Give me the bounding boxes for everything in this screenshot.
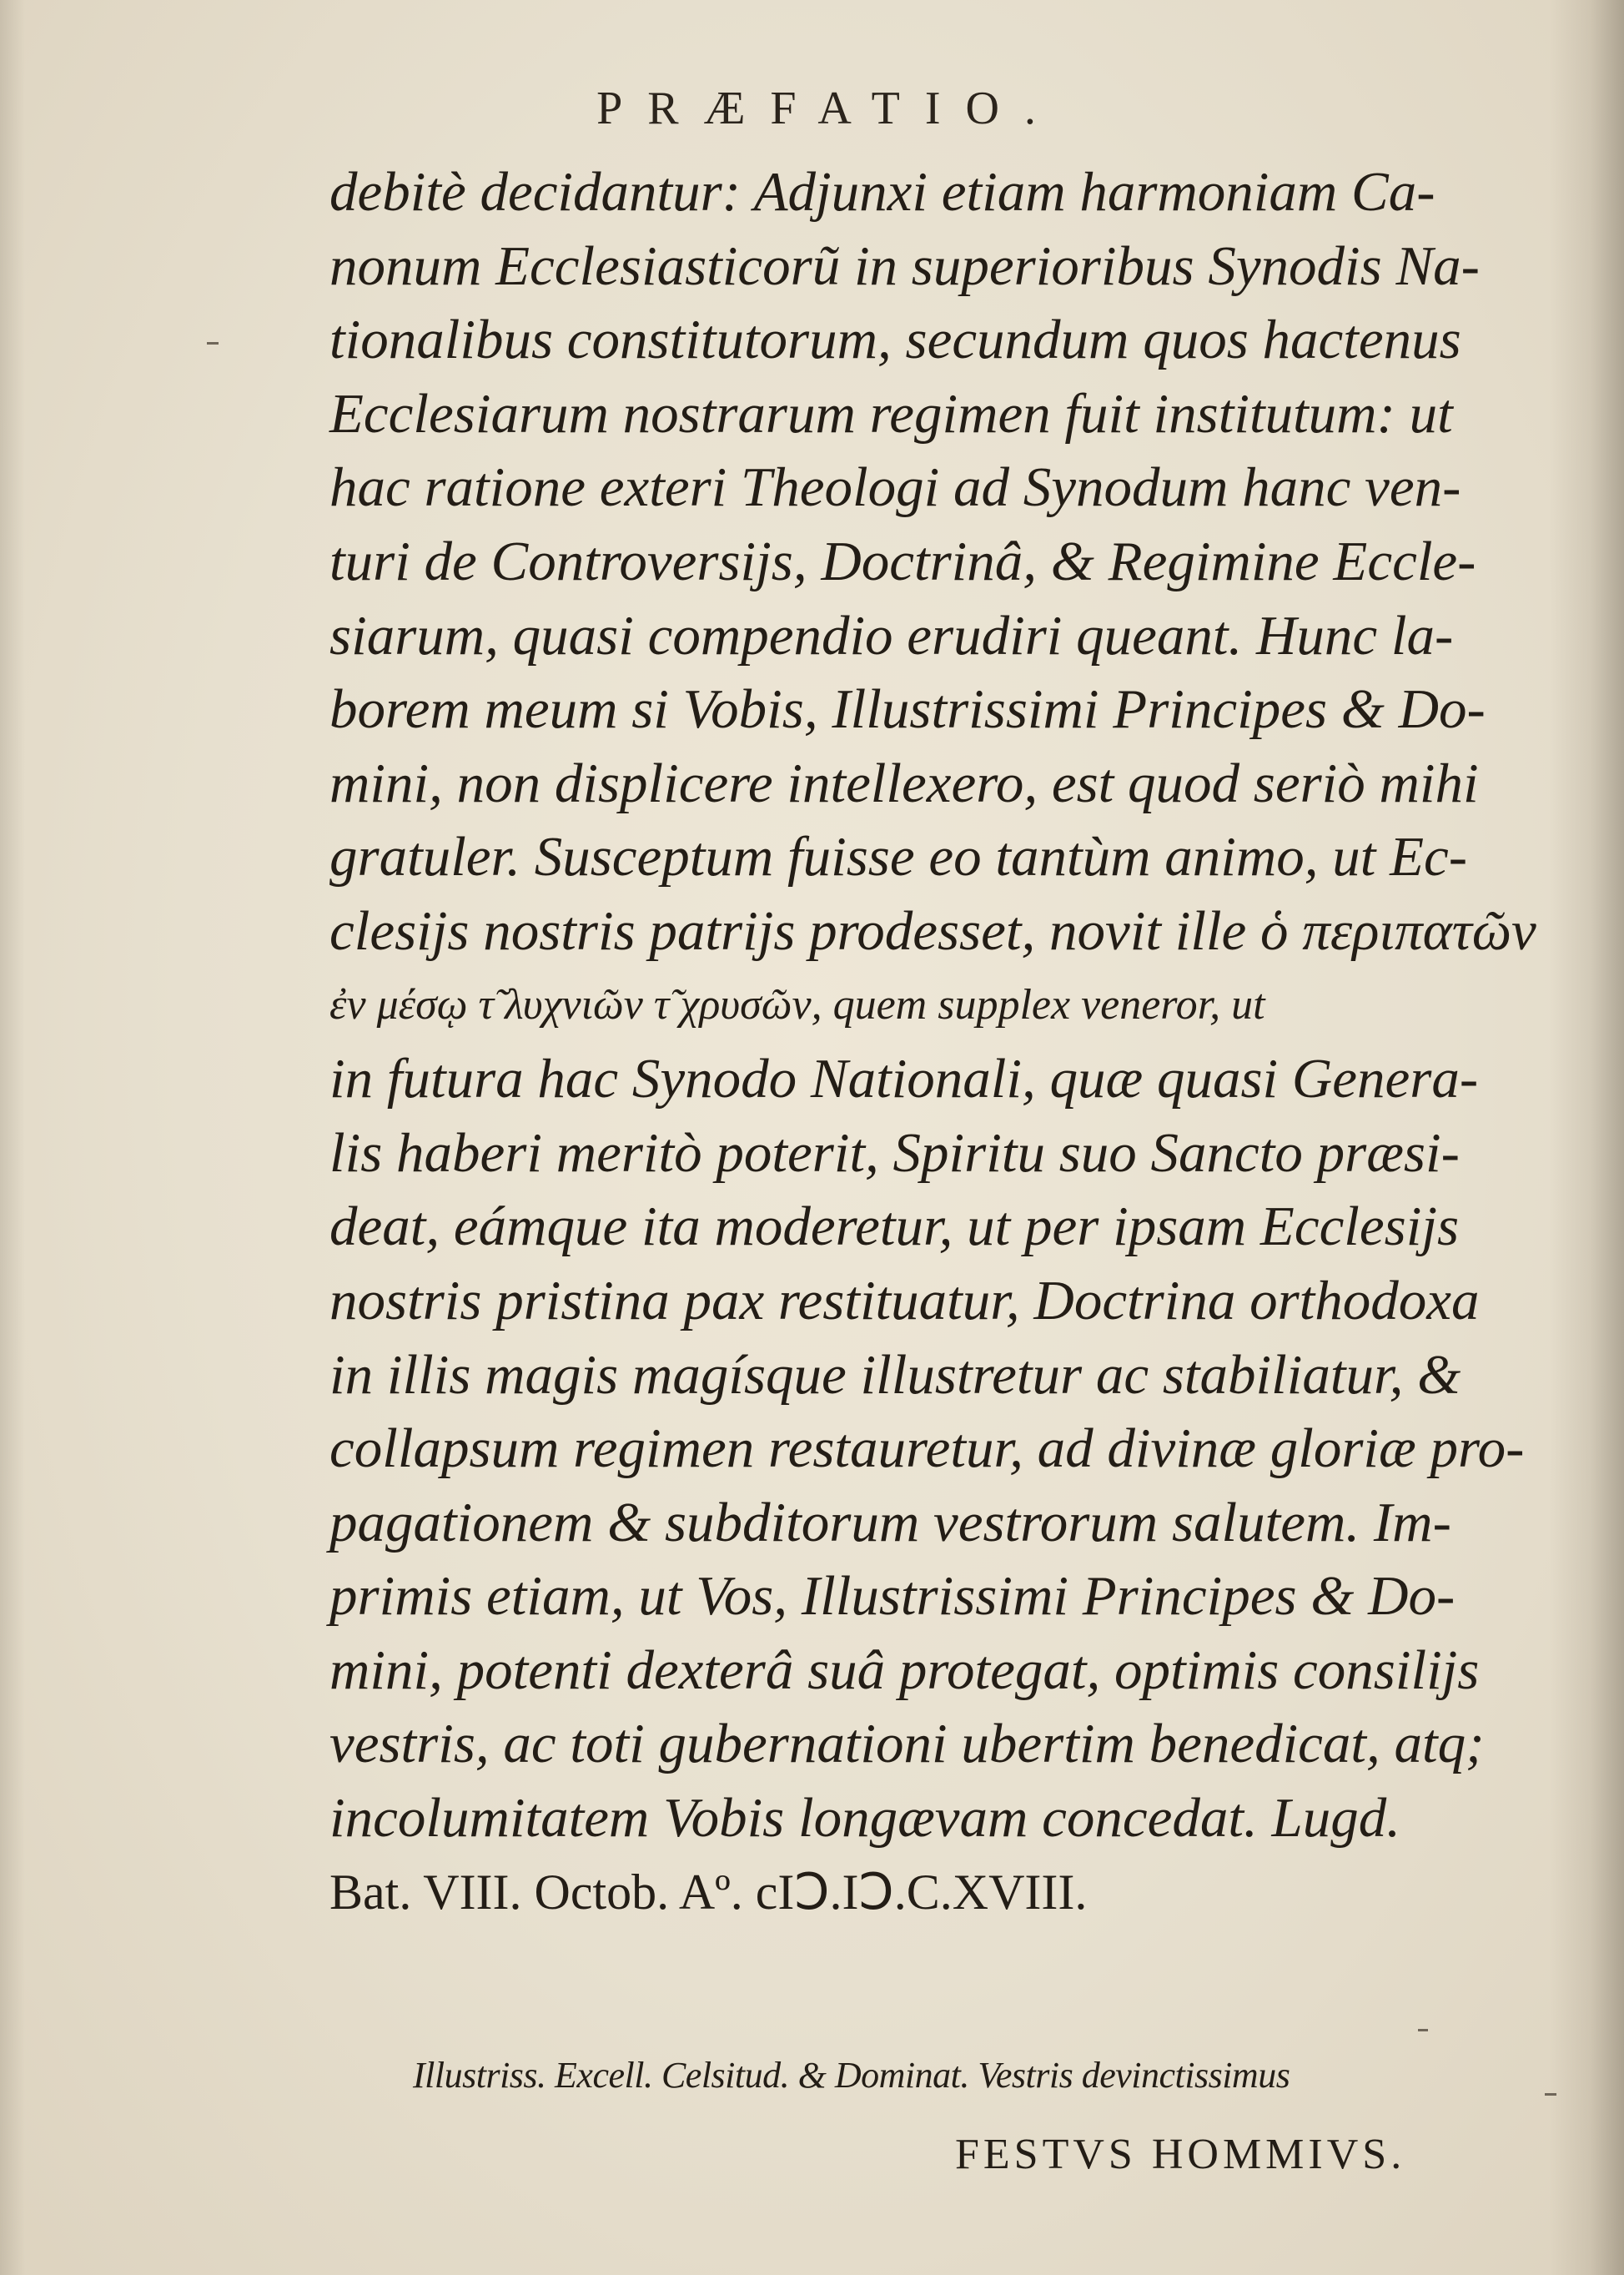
margin-mark — [1545, 2093, 1556, 2096]
page-gutter-shadow — [1549, 0, 1624, 2275]
text-line: in illis magis magísque illustretur ac stabiliatur, & — [329, 1343, 1461, 1406]
text-line: vestris, ac toti gubernationi ubertim benedicat, atq; — [329, 1713, 1485, 1775]
text-line: clesijs nostris patrijs prodesset, novit ille ὁ περιπατῶν — [329, 899, 1536, 962]
text-line: in futura hac Synodo Nationali, quæ quasi Genera- — [329, 1048, 1479, 1110]
text-line: hac ratione exteri Theologi ad Synodum hanc ven- — [329, 456, 1461, 519]
author-name: FESTVS HOMMIVS. — [955, 2131, 1406, 2178]
text-line: collapsum regimen restauretur, ad divinæ gloriæ pro- — [329, 1417, 1525, 1480]
text-line: mini, non displicere intellexero, est quod seriò mihi — [329, 752, 1479, 814]
text-line: deat, eámque ita moderetur, ut per ipsam Ecclesijs — [329, 1195, 1460, 1258]
preface-body-text — [329, 155, 1536, 1929]
text-line: incolumitatem Vobis longævam concedat. Lugd. — [329, 1787, 1401, 1850]
page-edge-shadow-left — [0, 0, 25, 2275]
text-line: tionalibus constitutorum, secundum quos hactenus — [329, 309, 1461, 371]
dedication-signature: Illustriss. Excell. Celsitud. & Dominat. Vestris devinctissimus — [413, 2055, 1290, 2096]
text-line: primis etiam, ut Vos, Illustrissimi Principes & Do- — [329, 1565, 1456, 1628]
text-line-greek: ἐν μέσῳ τ̃ λυχνιῶν τ̃ χρυσῶν, quem supplex veneror, ut — [329, 980, 1265, 1029]
text-line: turi de Controversijs, Doctrinâ, & Regimine Eccle- — [329, 530, 1476, 592]
text-line: Ecclesiarum nostrarum regimen fuit institutum: ut — [329, 382, 1453, 445]
text-line: gratuler. Susceptum fuisse eo tantùm animo, ut Ec- — [329, 826, 1468, 888]
text-line: nonum Ecclesiasticorũ in superioribus Synodis Na- — [329, 234, 1480, 297]
text-line: nostris pristina pax restituatur, Doctrina orthodoxa — [329, 1269, 1480, 1331]
running-head: PRÆFATIO. — [596, 83, 1061, 134]
margin-mark — [1418, 2029, 1428, 2031]
text-line: siarum, quasi compendio erudiri queant. Hunc la- — [329, 604, 1454, 667]
text-line: mini, potenti dexterâ suâ protegat, optimis consilijs — [329, 1638, 1480, 1701]
text-line: pagationem & subditorum vestrorum salutem. Im- — [329, 1491, 1451, 1553]
text-line: lis haberi meritò poterit, Spiritu suo Sancto præsi- — [329, 1121, 1460, 1184]
margin-mark — [207, 342, 219, 345]
text-line: debitè decidantur: Adjunxi etiam harmoniam Ca- — [329, 161, 1435, 223]
date-line: Bat. VIII. Octob. Aº. cIↃ.IↃ.C.XVIII. — [329, 1864, 1088, 1920]
text-line: borem meum si Vobis, Illustrissimi Principes & Do- — [329, 678, 1486, 741]
